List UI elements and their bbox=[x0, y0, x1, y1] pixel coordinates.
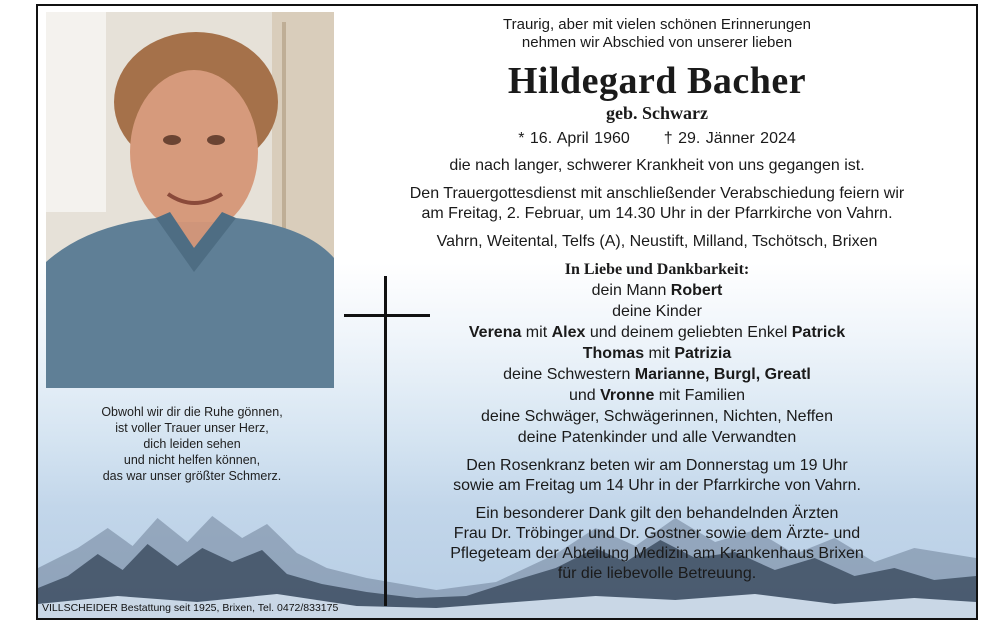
connector-text: und deinem geliebten Enkel bbox=[585, 324, 792, 341]
thanks-line-4: für die liebevolle Betreuung. bbox=[557, 565, 757, 582]
funeral-home-footer: VILLSCHEIDER Bestattung seit 1925, Brixen, Tel. 0472/833175 bbox=[42, 602, 339, 614]
family-line-last-sister bbox=[338, 385, 976, 406]
sisters-prefix: deine Schwestern bbox=[503, 366, 635, 383]
poem-line: Obwohl wir dir die Ruhe gönnen, bbox=[101, 405, 283, 419]
family-line-relatives: deine Patenkinder und alle Verwandten bbox=[517, 429, 797, 446]
service-line-1: Den Trauergottesdienst mit anschließender Verabschiedung feiern wir bbox=[409, 185, 905, 202]
thanks-info bbox=[338, 504, 976, 584]
thanks-line-1: Ein besonderer Dank gilt den behandelnden Ärzten bbox=[475, 505, 839, 522]
poem-line: dich leiden sehen bbox=[143, 437, 241, 451]
poem-line: das war unser größter Schmerz. bbox=[102, 469, 282, 483]
rosary-line-2: sowie am Freitag um 14 Uhr in der Pfarrkirche von Vahrn. bbox=[453, 477, 861, 494]
child-1-partner: Alex bbox=[551, 324, 586, 341]
family-line-child-1 bbox=[338, 322, 976, 343]
love-heading: In Liebe und Dankbarkeit: bbox=[564, 261, 750, 278]
deceased-name: Hildegard Bacher bbox=[507, 60, 807, 102]
family-line-husband bbox=[338, 280, 976, 301]
passing-text: die nach langer, schwerer Krankheit von uns gegangen ist. bbox=[449, 157, 865, 174]
intro-line-2: nehmen wir Abschied von unserer lieben bbox=[521, 34, 793, 51]
child-2-partner: Patrizia bbox=[674, 345, 732, 362]
family-line-child-2 bbox=[338, 343, 976, 364]
husband-name: Robert bbox=[670, 282, 723, 299]
death-date: † 29. Jänner 2024 bbox=[663, 130, 796, 147]
family-line-sisters bbox=[338, 364, 976, 385]
family-line-inlaws: deine Schwäger, Schwägerinnen, Nichten, Neffen bbox=[481, 408, 833, 425]
child-1-name: Verena bbox=[468, 324, 522, 341]
service-line-2: am Freitag, 2. Februar, um 14.30 Uhr in der Pfarrkirche von Vahrn. bbox=[421, 205, 893, 222]
intro-line-1: Traurig, aber mit vielen schönen Erinnerungen bbox=[503, 16, 811, 33]
places: Vahrn, Weitental, Telfs (A), Neustift, Milland, Tschötsch, Brixen bbox=[436, 233, 878, 250]
family-line-children-label: deine Kinder bbox=[612, 303, 702, 320]
obituary-card bbox=[36, 4, 978, 620]
intro bbox=[338, 16, 976, 52]
family-list bbox=[338, 280, 976, 448]
thanks-line-3: Pflegeteam der Abteilung Medizin am Krankenhaus Brixen bbox=[450, 545, 864, 562]
sisters-names: Marianne, Burgl, Greatl bbox=[634, 366, 811, 383]
portrait-photo bbox=[46, 12, 334, 388]
last-sister-name: Vronne bbox=[600, 387, 655, 404]
connector-text: mit bbox=[644, 345, 675, 362]
connector-text: und bbox=[568, 387, 601, 404]
maiden-name: geb. Schwarz bbox=[606, 103, 708, 123]
thanks-line-2: Frau Dr. Tröbinger und Dr. Gostner sowie dem Ärzte- und bbox=[453, 525, 861, 542]
poem-line: ist voller Trauer unser Herz, bbox=[115, 421, 269, 435]
poem-line: und nicht helfen können, bbox=[123, 453, 261, 467]
connector-text: mit Familien bbox=[654, 387, 746, 404]
grandchild-name: Patrick bbox=[791, 324, 846, 341]
husband-prefix: dein Mann bbox=[591, 282, 671, 299]
rosary-info bbox=[338, 456, 976, 496]
poem bbox=[62, 404, 322, 484]
obituary-text bbox=[338, 12, 976, 584]
connector-text: mit bbox=[521, 324, 552, 341]
rosary-line-1: Den Rosenkranz beten wir am Donnerstag um 19 Uhr bbox=[466, 457, 848, 474]
life-dates bbox=[338, 128, 976, 150]
service-info bbox=[338, 184, 976, 224]
birth-date: * 16. April 1960 bbox=[518, 130, 630, 147]
child-2-name: Thomas bbox=[582, 345, 645, 362]
